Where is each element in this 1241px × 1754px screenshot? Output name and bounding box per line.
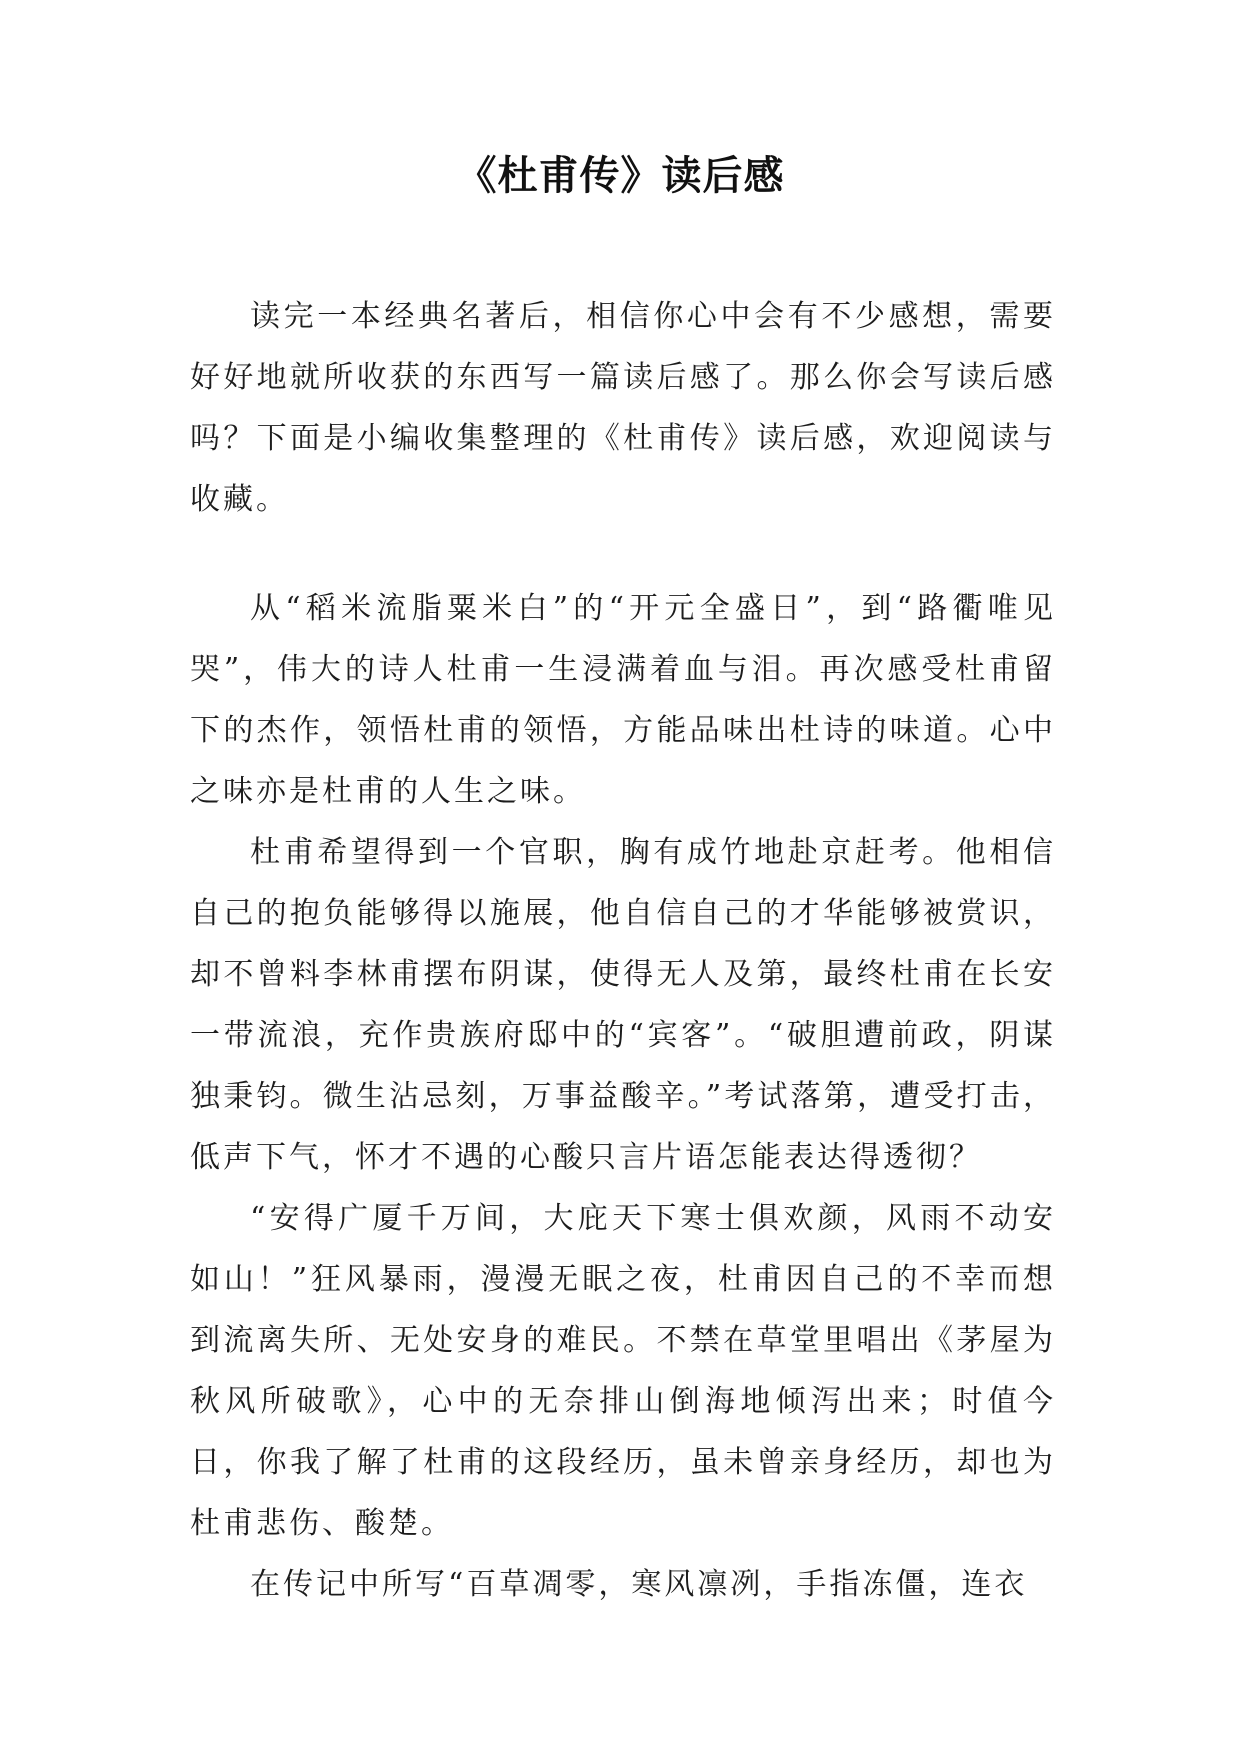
body-paragraph-4: 在传记中所写“百草凋零，寒风凛冽，手指冻僵，连衣	[250, 1567, 1028, 1602]
document-title: 《杜甫传》读后感	[456, 153, 785, 199]
body-paragraph-1: 从“稻米流脂粟米白”的“开元全盛日”，到“路衢唯见哭”，伟大的诗人杜甫一生浸满着血与泪。再次感受杜甫留下的杰作，领悟杜甫的领悟，方能品味出杜诗的味道。心中之味亦是杜甫的人生之味。	[190, 591, 1056, 809]
body-paragraph-2: 杜甫希望得到一个官职，胸有成竹地赴京赶考。他相信自己的抱负能够得以施展，他自信自己的才华能够被赏识，却不曾料李林甫摆布阴谋，使得无人及第，最终杜甫在长安一带流浪，充作贵族府邸中的“宾客”。“破胆遭前政，阴谋独秉钧。微生沾忌刻，万事益酸辛。”考试落第，遭受打击，低声下气，怀才不遇的心酸只言片语怎能表达得透彻？	[190, 835, 1056, 1175]
main-section	[190, 578, 1056, 1615]
intro-section	[190, 286, 1056, 530]
intro-paragraph: 读完一本经典名著后，相信你心中会有不少感想，需要好好地就所收获的东西写一篇读后感了。那么你会写读后感吗？下面是小编收集整理的《杜甫传》读后感，欢迎阅读与收藏。	[190, 299, 1056, 517]
body-paragraph-3: “安得广厦千万间，大庇天下寒士俱欢颜，风雨不动安如山！”狂风暴雨，漫漫无眠之夜，杜甫因自己的不幸而想到流离失所、无处安身的难民。不禁在草堂里唱出《茅屋为秋风所破歌》，心中的无奈排山倒海地倾泻出来；时值今日，你我了解了杜甫的这段经历，虽未曾亲身经历，却也为杜甫悲伤、酸楚。	[190, 1201, 1056, 1541]
